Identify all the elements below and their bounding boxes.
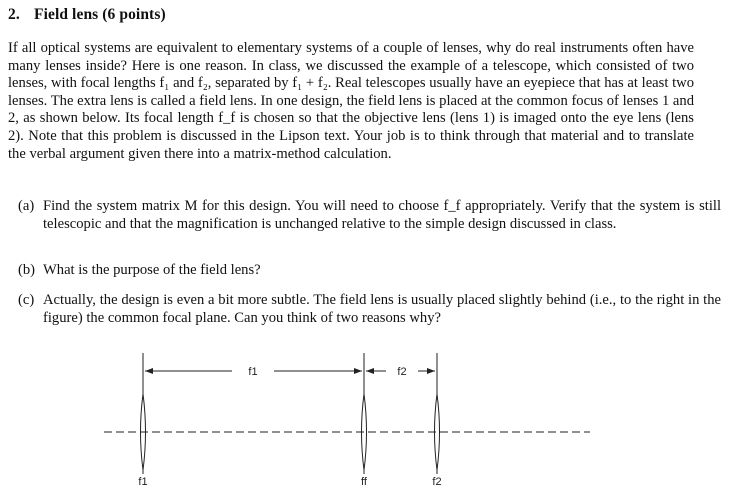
part-b-label: (b): [18, 262, 36, 278]
problem-heading: [8, 6, 166, 24]
dimension-label-f2: f2: [397, 366, 407, 378]
lens-label-objective: f1: [138, 476, 148, 488]
lens-field: [362, 353, 367, 474]
part-c-label: (c): [18, 292, 35, 308]
dimension-label-f1: f1: [248, 366, 258, 378]
problem-intro: If all optical systems are equivalent to elementary systems of a couple of lenses, why do real instruments often have many lenses inside? Here is one reason. In class, we discussed the example of a telescope, which consisted of two lenses, with focal lengths f₁ and f₂, separated by f₁ + f₂. Real telescopes usually have an eyepiece that has at least two lenses. The extra lens is called a field lens. In one design, the field lens is placed at the common focus of lenses 1 and 2, as shown below. Its focal length f_f is chosen so that the objective lens (lens 1) is imaged onto the eye lens (lens 2). Note that this problem is discussed in the Lipson text. Your job is to think through that material and to translate the verbal argument given there into a matrix-method calculation.: [8, 40, 694, 162]
field-lens-figure: [0, 340, 729, 494]
lens-eye: [435, 353, 440, 474]
lens-label-field: ff: [361, 476, 367, 488]
lens-label-eye: f2: [432, 476, 442, 488]
part-b-text: What is the purpose of the field lens?: [43, 262, 261, 278]
problem-title: Field lens (6 points): [34, 6, 166, 23]
lens-objective: [141, 353, 146, 474]
part-a: [18, 198, 721, 233]
problem-number: 2.: [8, 6, 20, 23]
part-c: [18, 292, 721, 327]
part-b: [18, 262, 721, 280]
part-c-text: Actually, the design is even a bit more subtle. The field lens is usually placed slightly behind (i.e., to the right in the figure) the common focal plane. Can you think of two reasons why?: [43, 292, 721, 326]
part-a-label: (a): [18, 198, 35, 214]
part-a-text: Find the system matrix M for this design. You will need to choose f_f appropriately. Verify that the system is still telescopic and that the magnification is unchanged relative to the simple design discussed in class.: [43, 198, 721, 232]
